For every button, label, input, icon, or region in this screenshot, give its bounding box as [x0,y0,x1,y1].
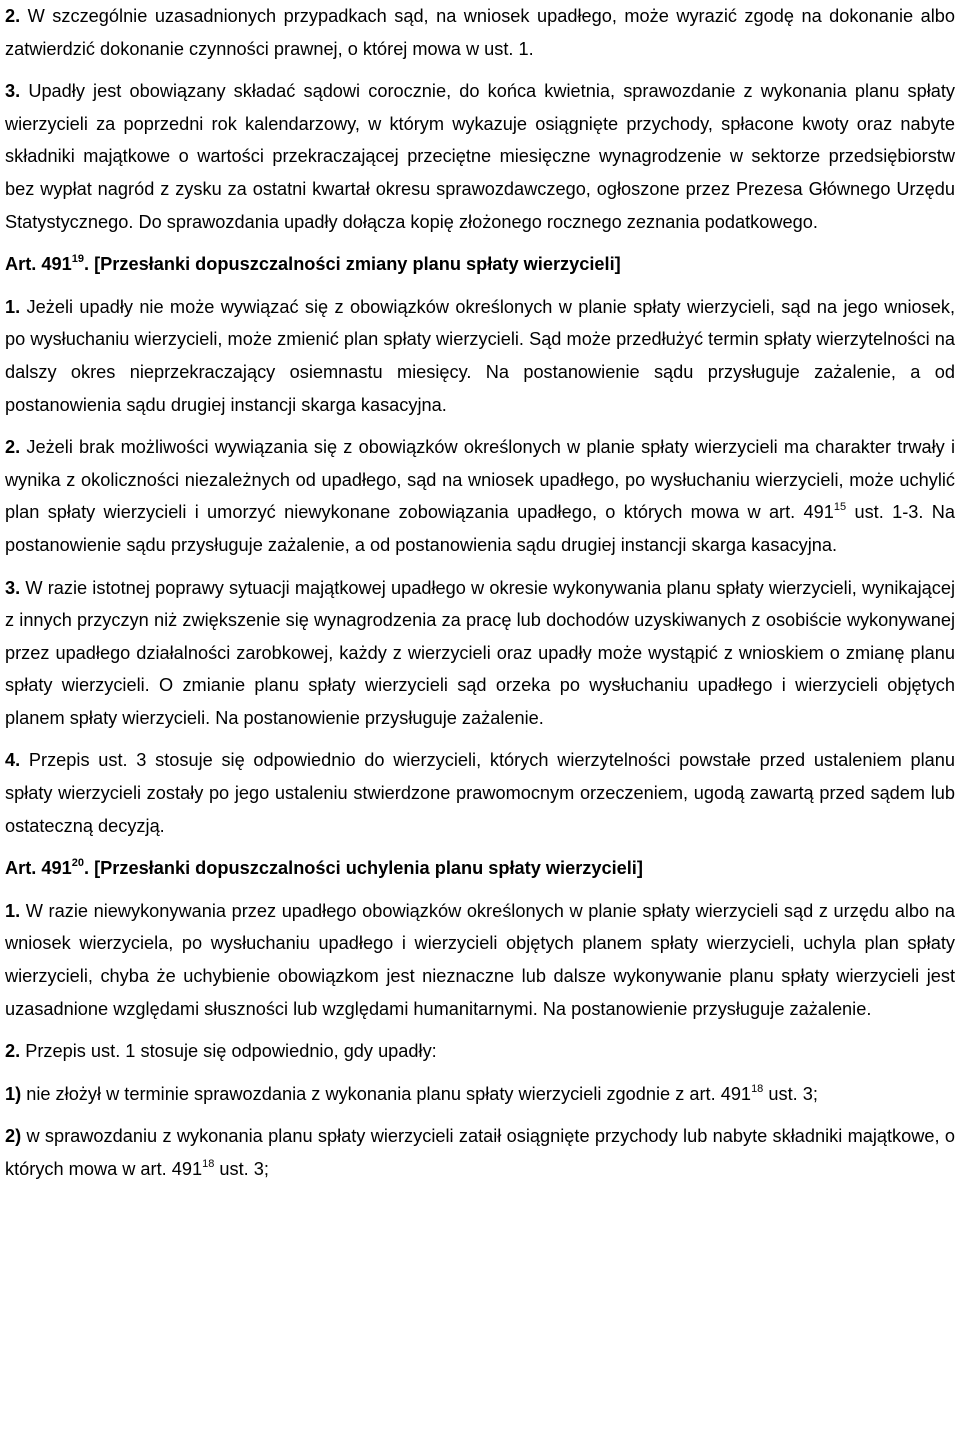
paragraph-number: 4. [5,750,21,771]
paragraph-number: 3. [5,577,21,598]
article-title: . [Przesłanki dopuszczalności zmiany planu spłaty wierzycieli] [83,254,621,275]
paragraph-text: W razie niewykonywania przez upadłego obowiązków określonych w planie spłaty wierzycieli sąd z urzędu albo na wniosek wierzyciela, po wysłuchaniu upadłego i wierzycieli objętych planem spłaty wierzycieli, uchyla plan spłaty wierzycieli, chyba że uchybienie obowiązkom jest nieznaczne lub dalsze wykonywanie planu spłaty wierzycieli jest uzasadnione względami słuszności lub względami humanitarnymi. Na postanowienie przysługuje zażalenie. [5,900,955,1019]
art19-paragraph-3 [5,572,955,735]
paragraph-number: 1. [5,296,21,317]
point-text: nie złożył w terminie sprawozdania z wykonania planu spłaty wierzycieli zgodnie z art. 491 [26,1083,752,1104]
article-superscript: 20 [71,857,84,870]
paragraph-text: W szczególnie uzasadnionych przypadkach sąd, na wniosek upadłego, może wyrazić zgodę na dokonanie albo zatwierdzić dokonanie czynności prawnej, o której mowa w ust. 1. [5,6,955,59]
paragraph-text: Jeżeli brak możliwości wywiązania się z obowiązków określonych w planie spłaty wierzycieli ma charakter trwały i wynika z okoliczności niezależnych od upadłego, sąd na wniosek upadłego, po wysłuchaniu wierzycieli, może uchylić plan spłaty wierzycieli i umorzyć niewykonane zobowiązania upadłego, o których mowa w art. 491 [5,437,955,523]
article-491-19-heading [5,248,955,281]
paragraph-text: Przepis ust. 1 stosuje się odpowiednio, gdy upadły: [25,1041,437,1062]
reference-superscript: 18 [751,1082,764,1095]
article-number: Art. 491 [5,254,72,275]
paragraph-text-cont: ust. 1-3. Na postanowienie sądu przysługuje zażalenie, a od postanowienia sądu drugiej instancji skarga kasacyjna. [5,502,955,555]
art20-paragraph-1 [5,895,955,1025]
art20-point-1 [5,1078,955,1111]
paragraph-text: Przepis ust. 3 stosuje się odpowiednio do wierzycieli, których wierzytelności powstałe przed ustaleniem planu spłaty wierzycieli zostały po jego ustaleniu stwierdzone prawomocnym orzeczeniem, ugodą zawartą przed sądem lub ostateczną decyzją. [5,750,955,836]
reference-superscript: 18 [202,1158,215,1170]
article-number: Art. 491 [5,858,72,879]
paragraph-2 [5,0,955,65]
point-text-cont: ust. 3; [763,1083,818,1104]
article-491-20-heading [5,852,955,885]
article-title: . [Przesłanki dopuszczalności uchylenia planu spłaty wierzycieli] [83,858,643,879]
paragraph-number: 1. [5,900,21,921]
paragraph-3 [5,75,955,238]
art19-paragraph-4 [5,744,955,842]
paragraph-text: Upadły jest obowiązany składać sądowi corocznie, do końca kwietnia, sprawozdanie z wykonania planu spłaty wierzycieli za poprzedni rok kalendarzowy, w którym wykazuje osiągnięte przychody, spłacone kwoty oraz nabyte składniki majątkowe o wartości przekraczającej przeciętne miesięczne wynagrodzenie w sektorze przedsiębiorstw bez wypłat nagród z zysku za ostatni kwartał okresu sprawozdawczego, ogłoszone przez Prezesa Głównego Urzędu Statystycznego. Do sprawozdania upadły dołącza kopię złożonego rocznego zeznania podatkowego. [5,81,955,232]
point-number: 2) [5,1126,22,1147]
art19-paragraph-1 [5,291,955,421]
art20-point-2 [5,1120,955,1185]
point-number: 1) [5,1083,22,1104]
article-superscript: 19 [71,253,84,266]
paragraph-number: 2. [5,437,21,458]
paragraph-text: Jeżeli upadły nie może wywiązać się z obowiązków określonych w planie spłaty wierzycieli, sąd na jego wniosek, po wysłuchaniu wierzycieli, może zmienić plan spłaty wierzycieli. Sąd może przedłużyć termin spłaty wierzytelności na dalszy okres nieprzekraczający osiemnastu miesięcy. Na postanowienie sądu przysługuje zażalenie, a od postanowienia sądu drugiej instancji skarga kasacyjna. [5,296,955,415]
paragraph-text: W razie istotnej poprawy sytuacji majątkowej upadłego w okresie wykonywania planu spłaty wierzycieli, wynikającej z innych przyczyn niż zwiększenie się wynagrodzenia za pracę lub dochodów uzyskiwanych z osobiście wykonywanej przez upadłego działalności zarobkowej, każdy z wierzycieli oraz upadły może wystąpić z wnioskiem o zmianę planu spłaty wierzycieli. O zmianie planu spłaty wierzycieli sąd orzeka po wysłuchaniu upadłego i wierzycieli objętych planem spłaty wierzycieli. Na postanowienie przysługuje zażalenie. [5,577,955,728]
reference-superscript: 15 [833,501,847,514]
paragraph-number: 3. [5,81,21,102]
paragraph-number: 2. [5,1041,21,1062]
paragraph-number: 2. [5,6,21,26]
art19-paragraph-2 [5,431,955,561]
point-text-cont: ust. 3; [214,1159,269,1179]
art20-paragraph-2 [5,1035,955,1068]
point-text: w sprawozdaniu z wykonania planu spłaty wierzycieli zataił osiągnięte przychody lub nabyte składniki majątkowe, o których mowa w art. 491 [5,1126,955,1179]
